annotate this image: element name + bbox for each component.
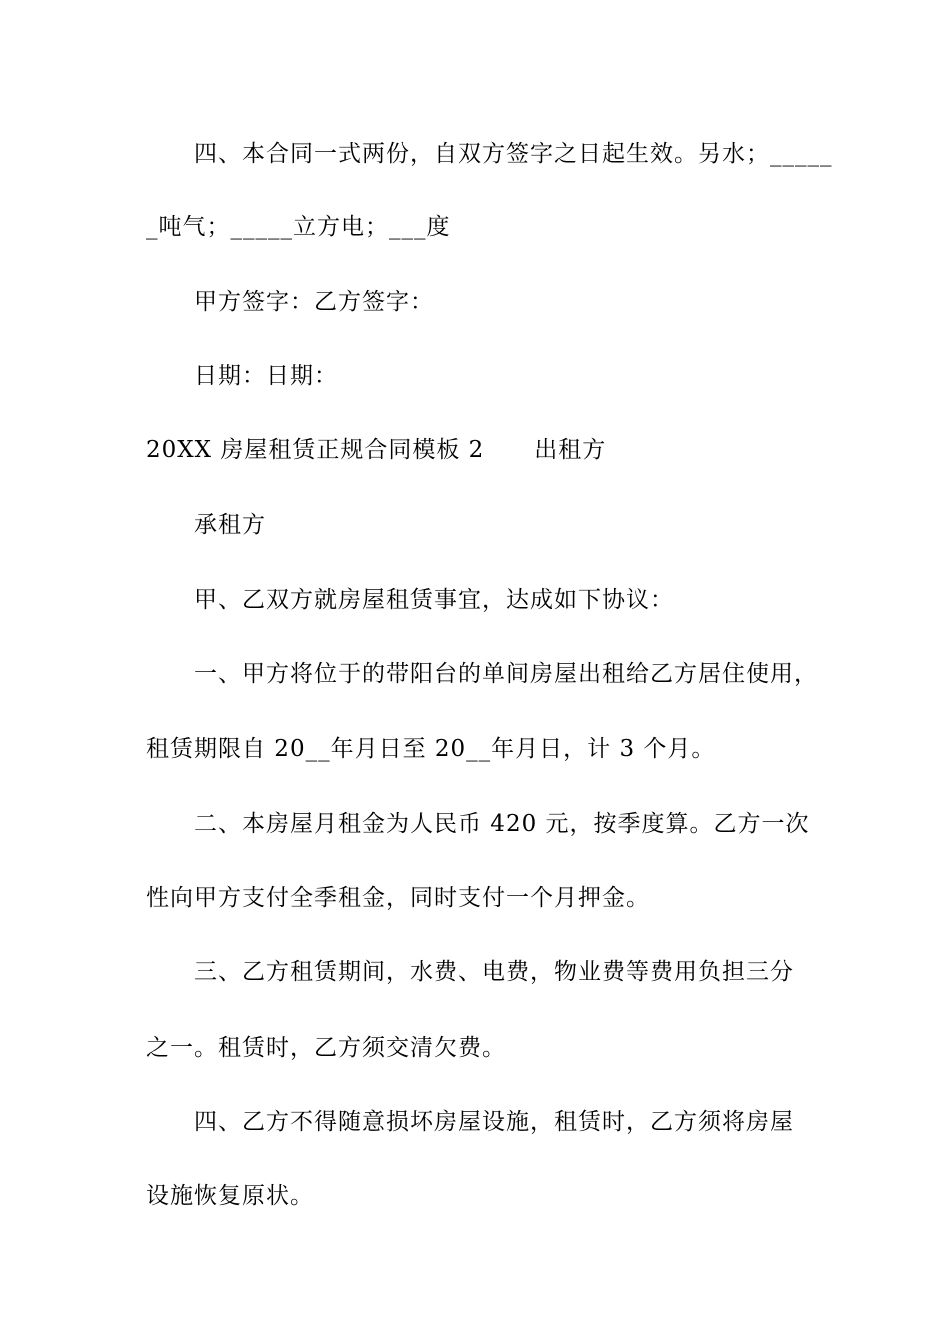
clause-two-line2: 性向甲方支付全季租金，同时支付一个月押金。 bbox=[146, 885, 650, 911]
contract-title: 20XX 房屋租赁正规合同模板 2 bbox=[146, 437, 485, 463]
clause-four-facilities-line2: 设施恢复原状。 bbox=[146, 1183, 314, 1209]
date-line: 日期：日期： bbox=[194, 363, 338, 389]
clause-two-line1: 二、本房屋月租金为人民币 420 元，按季度算。乙方一次 bbox=[194, 811, 810, 837]
clause-four-effect-line1: 四、本合同一式两份，自双方签字之日起生效。另水；_____ bbox=[194, 141, 833, 167]
signature-line: 甲方签字：乙方签字： bbox=[194, 289, 434, 315]
clause-three-line2: 之一。租赁时，乙方须交清欠费。 bbox=[146, 1035, 506, 1061]
clause-four-facilities-line1: 四、乙方不得随意损坏房屋设施，租赁时，乙方须将房屋 bbox=[194, 1109, 794, 1135]
agreement-intro: 甲、乙双方就房屋租赁事宜，达成如下协议： bbox=[194, 587, 674, 613]
lessor-label: 出租方 bbox=[534, 437, 607, 463]
clause-one-line2: 租赁期限自 20__年月日至 20__年月日，计 3 个月。 bbox=[146, 736, 716, 762]
clause-four-effect-line2: _吨气；_____立方电；___度 bbox=[146, 214, 451, 240]
clause-three-line1: 三、乙方租赁期间，水费、电费，物业费等费用负担三分 bbox=[194, 959, 794, 985]
clause-one-line1: 一、甲方将位于的带阳台的单间房屋出租给乙方居住使用， bbox=[194, 661, 818, 687]
lessee-label: 承租方 bbox=[194, 512, 266, 538]
contract-title-line bbox=[146, 436, 606, 464]
